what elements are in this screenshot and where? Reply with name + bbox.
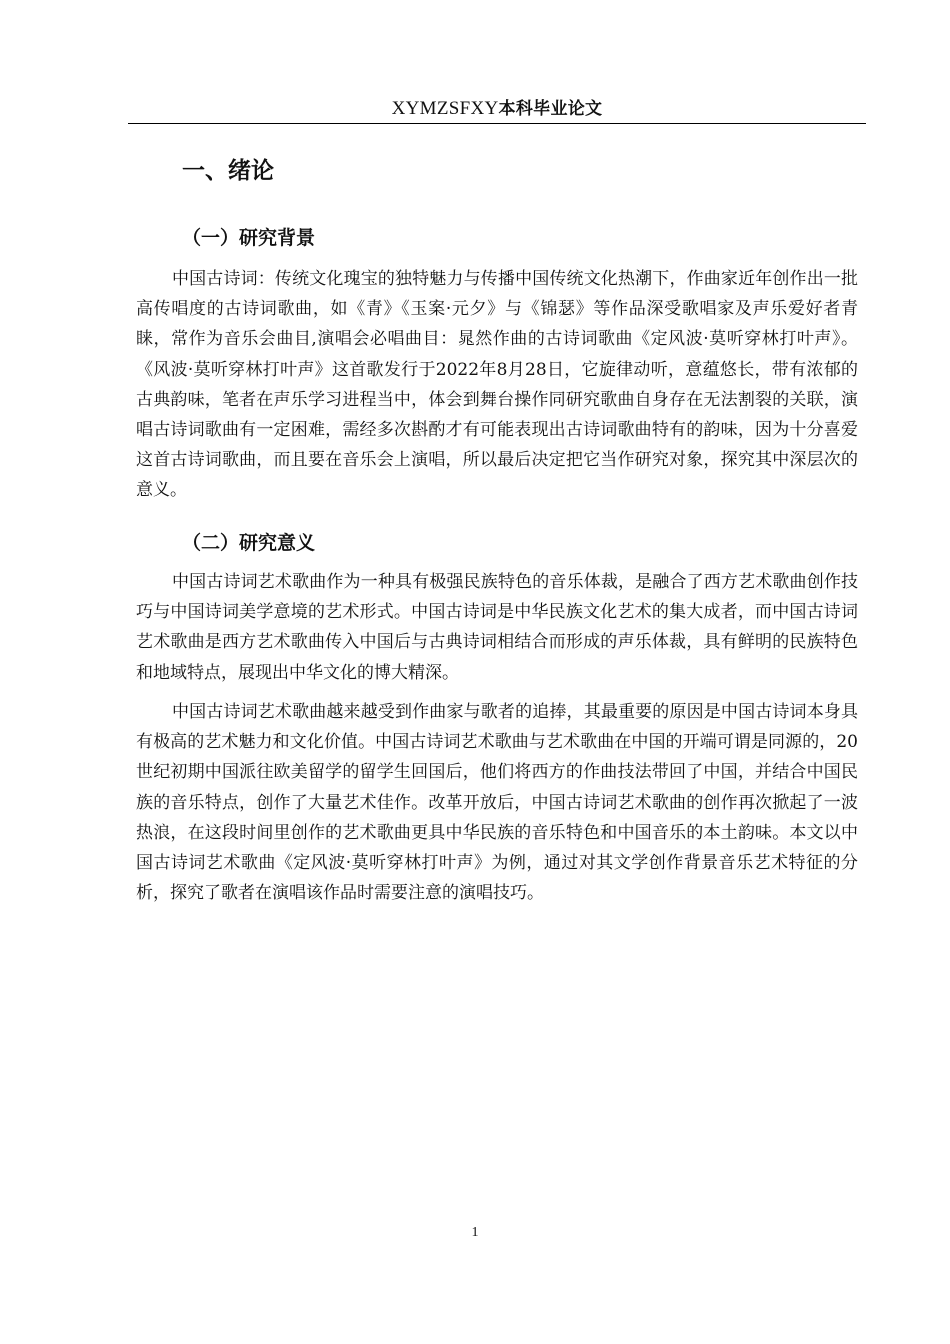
paragraph-significance-1: 中国古诗词艺术歌曲作为一种具有极强民族特色的音乐体裁，是融合了西方艺术歌曲创作技巧与中国诗词美学意境的艺术形式。中国古诗词是中华民族文化艺术的集大成者，而中国古诗词艺术歌曲是西方艺术歌曲传入中国后与古典诗词相结合而形成的声乐体裁，具有鲜明的民族特色和地域特点，展现出中华文化的博大精深。	[136, 572, 858, 683]
section-title-background: （一）研究背景	[182, 227, 316, 249]
paragraph-significance-2: 中国古诗词艺术歌曲越来越受到作曲家与歌者的追捧，其最重要的原因是中国古诗词本身具有极高的艺术魅力和文化价值。中国古诗词艺术歌曲与艺术歌曲在中国的开端可谓是同源的，20世纪初期中国派往欧美留学的留学生回国后，他们将西方的作曲技法带回了中国，并结合中国民族的音乐特点，创作了大量艺术佳作。改革开放后，中国古诗词艺术歌曲的创作再次掀起了一波热浪，在这段时间里创作的艺术歌曲更具中华民族的音乐特色和中国音乐的本土韵味。本文以中国古诗词艺术歌曲《定风波·莫听穿林打叶声》为例，通过对其文学创作背景音乐艺术特征的分析，探究了歌者在演唱该作品时需要注意的演唱技巧。	[136, 702, 858, 904]
header-rule	[128, 123, 866, 124]
page-number: 1	[471, 1225, 479, 1240]
header-prefix: XYMZSFXY	[391, 98, 499, 119]
page-header	[128, 96, 866, 122]
header-title: 本科毕业论文	[498, 99, 603, 119]
chapter-title: 一、绪论	[182, 158, 274, 184]
paragraph-background: 中国古诗词：传统文化瑰宝的独特魅力与传播中国传统文化热潮下，作曲家近年创作出一批高传唱度的古诗词歌曲，如《青》《玉案·元夕》与《锦瑟》等作品深受歌唱家及声乐爱好者青睐，常作为音乐会曲目,演唱会必唱曲目：晁然作曲的古诗词歌曲《定风波·莫听穿林打叶声》。《风波·莫听穿林打叶声》这首歌发行于2022年8月28日，它旋律动听，意蕴悠长，带有浓郁的古典韵味，笔者在声乐学习进程当中，体会到舞台操作同研究歌曲自身存在无法割裂的关联，演唱古诗词歌曲有一定困难，需经多次斟酌才有可能表现出古诗词歌曲特有的韵味，因为十分喜爱这首古诗词歌曲，而且要在音乐会上演唱，所以最后决定把它当作研究对象，探究其中深层次的意义。	[136, 269, 858, 501]
section-title-significance: （二）研究意义	[182, 532, 316, 554]
